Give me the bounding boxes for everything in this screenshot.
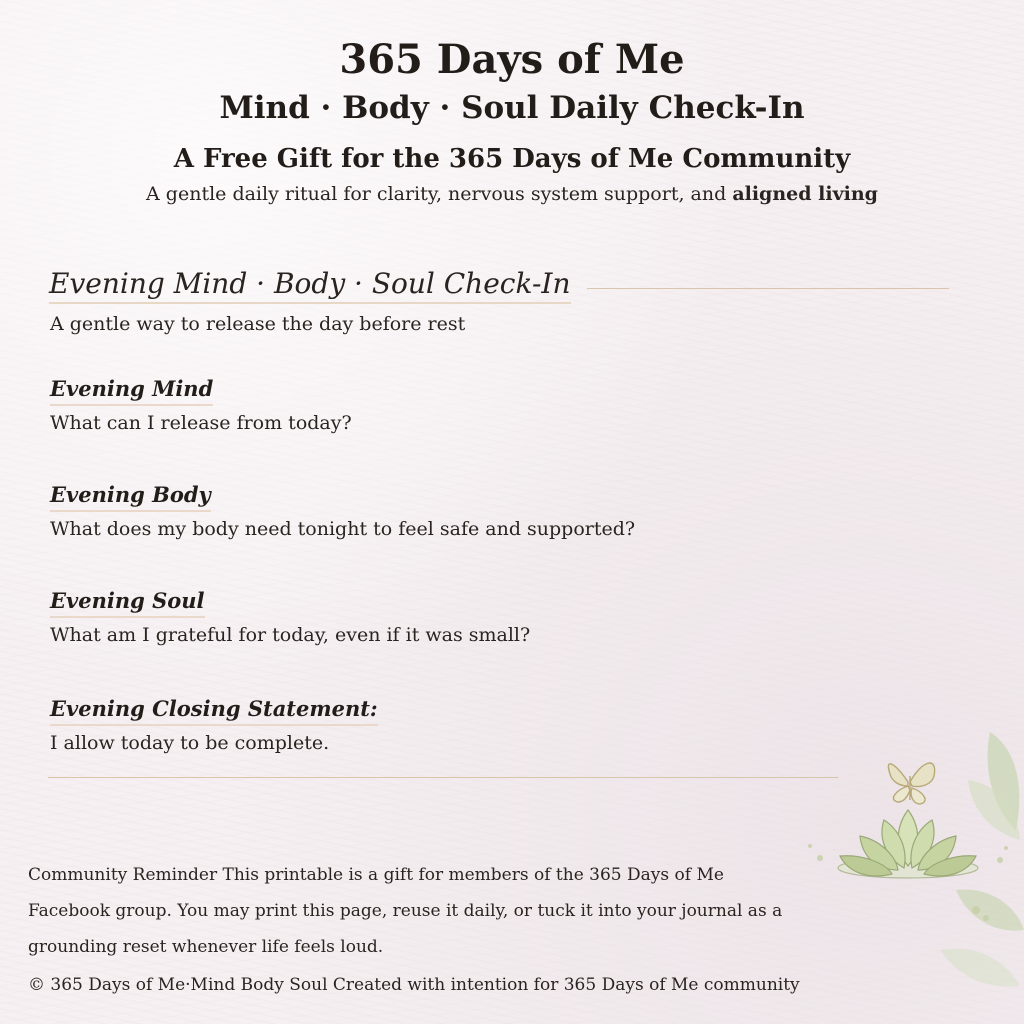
- block-prompt: What am I grateful for today, even if it was small?: [50, 624, 531, 646]
- reminder-line: Community Reminder This printable is a gift for members of the 365 Days of Me: [28, 865, 724, 885]
- block-prompt: What does my body need tonight to feel safe and supported?: [50, 518, 636, 540]
- community-reminder: [28, 857, 868, 965]
- reminder-line: grounding reset whenever life feels loud.: [28, 937, 384, 957]
- page-title: 365 Days of Me: [339, 36, 685, 83]
- block-prompt: What can I release from today?: [50, 412, 352, 434]
- block-evening-body: [50, 480, 635, 544]
- block-evening-soul: [50, 586, 530, 650]
- section-description: A gentle way to release the day before rest: [50, 313, 466, 335]
- tagline-bold: aligned living: [732, 183, 878, 205]
- block-label: Evening Body: [50, 480, 211, 512]
- lotus-icon: [838, 810, 978, 878]
- section-divider: [587, 288, 950, 289]
- bottom-divider: [48, 777, 838, 778]
- block-closing-statement: [50, 694, 378, 758]
- page-subtitle: Mind · Body · Soul Daily Check-In: [219, 90, 805, 126]
- block-label: Evening Soul: [50, 586, 205, 618]
- block-label: Evening Mind: [50, 374, 213, 406]
- header: [0, 36, 1024, 208]
- block-label: Evening Closing Statement:: [50, 694, 378, 726]
- block-evening-mind: [50, 374, 352, 438]
- block-prompt: I allow today to be complete.: [50, 732, 330, 754]
- butterfly-icon: [888, 763, 934, 804]
- section-title: Evening Mind · Body · Soul Check-In: [49, 266, 571, 304]
- copyright-line: © 365 Days of Me·Mind Body Soul Created with intention for 365 Days of Me community: [28, 975, 800, 995]
- tagline: [0, 180, 1024, 208]
- floral-decoration: [780, 720, 1024, 1024]
- reminder-line: Facebook group. You may print this page, reuse it daily, or tuck it into your journal as a: [28, 901, 783, 921]
- section-header: [49, 266, 949, 304]
- gift-line: A Free Gift for the 365 Days of Me Community: [173, 144, 851, 174]
- tagline-main: A gentle daily ritual for clarity, nervous system support, and: [146, 183, 733, 205]
